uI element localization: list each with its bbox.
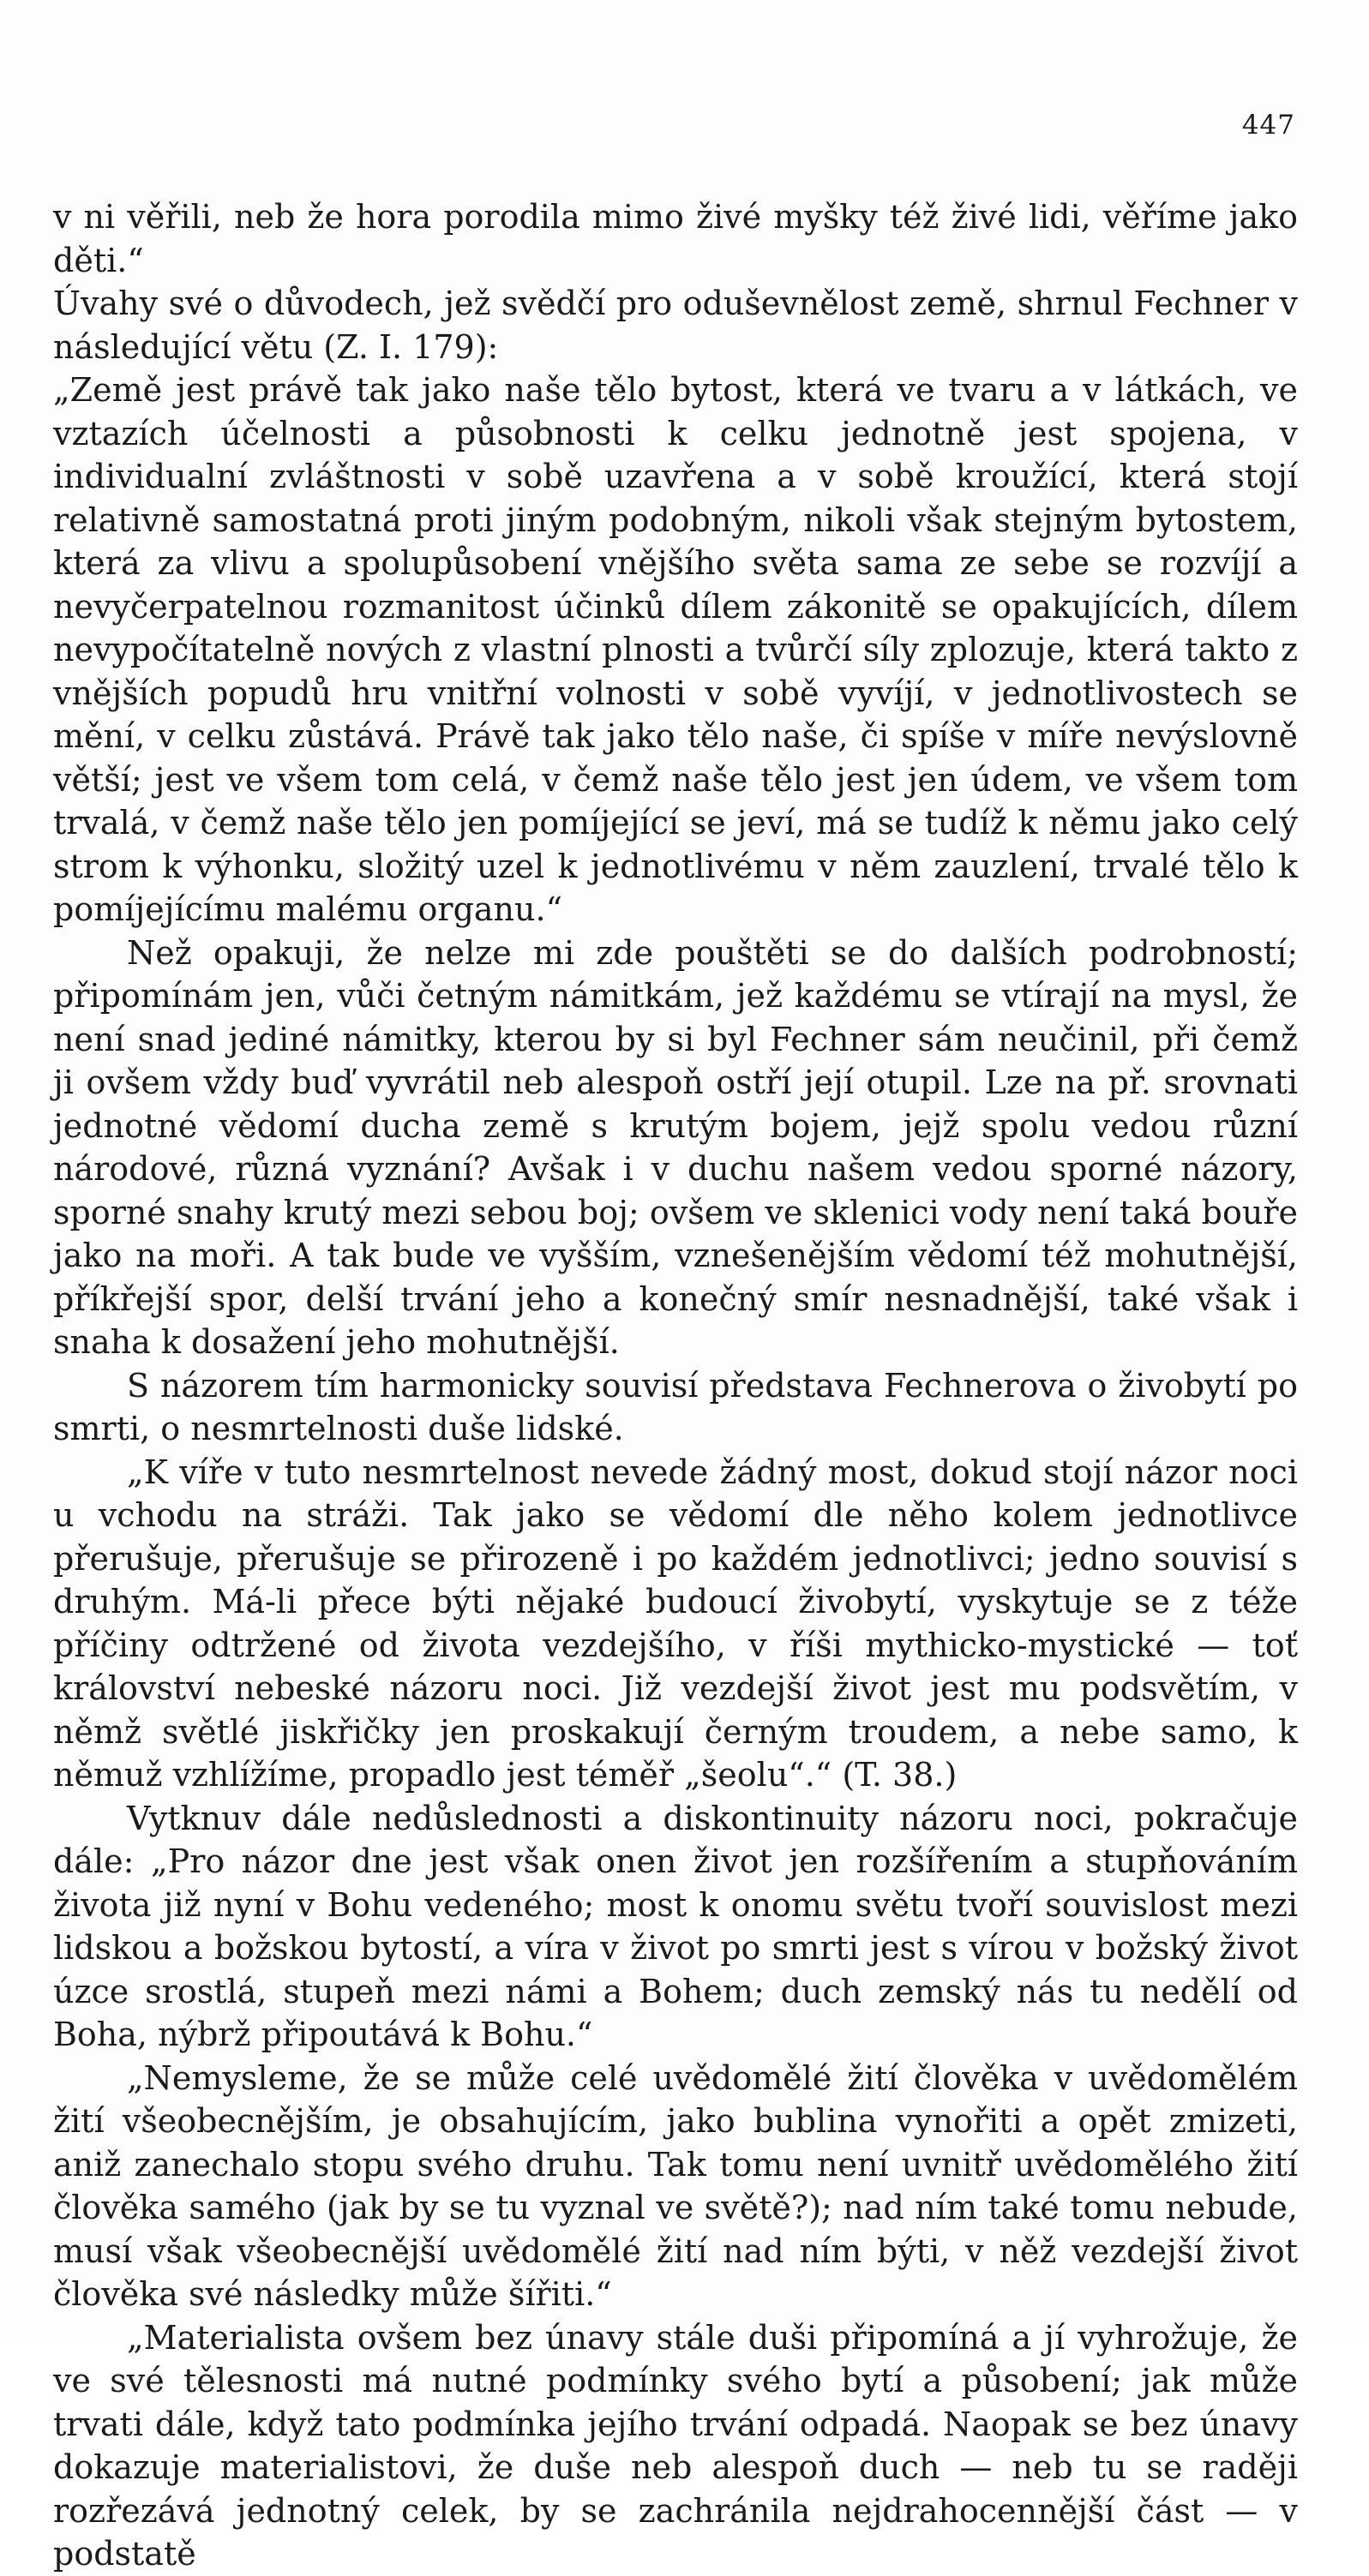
paragraph: S názorem tím harmonicky souvisí představa Fechnerova o živobytí po smrti, o nesmrtelnosti duše lidské. (53, 1366, 1298, 1447)
paragraph: „K víře v tuto nesmrtelnost nevede žádný most, dokud stojí názor noci u vchodu na stráži. Tak jako se vědomí dle něho kolem jednotlivce přerušuje, přerušuje se přirozeně i po každém jednotlivci; jedno souvisí s druhým. Má-li přece býti nějaké budoucí živobytí, vyskytuje se z téže příčiny odtržené od života vezdejšího, v říši mythicko-mystické — toť království nebeské názoru noci. Již vezdejší život jest mu podsvětím, v němž světlé jiskřičky jen proskakují černým troudem, a nebe samo, k němuž vzhlížíme, propadlo jest téměř „šeolu“.“ (T. 38.) (53, 1453, 1298, 1794)
paragraph: „Materialista ovšem bez únavy stále duši připomíná a jí vyhrožuje, že ve své tělesnosti má nutné podmínky svého bytí a působení; jak může trvati dále, když tato podmínka jejího trvání odpadá. Naopak se bez únavy dokazuje materialistovi, že duše neb alespoň duch — neb tu se raději rozřezává jednotný celek, by se zachránila nejdrahocennější část — v podstatě (53, 2318, 1298, 2573)
page-number: 447 (1241, 110, 1295, 141)
paragraph: Než opakuji, že nelze mi zde pouštěti se do dalších podrobností; připomínám jen, vůči četným námitkám, jež každému se vtírají na mysl, že není snad jediné námitky, kterou by si byl Fechner sám neučinil, při čemž ji ovšem vždy buď vyvrátil neb alespoň ostří její otupil. Lze na př. srovnati jednotné vědomí ducha země s krutým bojem, jejž spolu vedou různí národové, různá vyznání? Avšak i v duchu našem vedou sporné názory, sporné snahy krutý mezi sebou boj; ovšem ve sklenici vody není taká bouře jako na moři. A tak bude ve vyšším, vznešenějším vědomí též mohutnější, příkřejší spor, delší trvání jeho a konečný smír nesnadnější, také však i snaha k dosažení jeho mohutnější. (53, 933, 1298, 1361)
paragraph: Vytknuv dále nedůslednosti a diskontinuity názoru noci, pokračuje dále: „Pro názor dne jest však onen život jen rozšířením a stupňováním života již nyní v Bohu vedeného; most k onomu světu tvoří souvislost mezi lidskou a božskou bytostí, a víra v život po smrti jest s vírou v božský život úzce srostlá, stupeň mezi námi a Bohem; duch zemský nás tu nedělí od Boha, nýbrž připoutává k Bohu.“ (53, 1799, 1298, 2053)
paragraph: „Nemysleme, že se může celé uvědomělé žití člověka v uvědomělém žití všeobecnějším, je obsahujícím, jako bublina vynořiti a opět zmizeti, aniž zanechalo stopu svého druhu. Tak tomu není uvnitř uvědomělého žití člověka samého (jak by se tu vyznal ve světě?); nad ním také tomu nebude, musí však všeobecnější uvědomělé žití nad ním býti, v něž vezdejší život člověka své následky může šířiti.“ (53, 2058, 1298, 2313)
paragraph: „Země jest právě tak jako naše tělo bytost, která ve tvaru a v látkách, ve vztazích účelnosti a působnosti k celku jednotně jest spojena, v individualní zvláštnosti v sobě uzavřena a v sobě kroužící, která stojí relativně samostatná proti jiným podobným, nikoli však stejným bytostem, která za vlivu a spolupůsobení vnějšího světa sama ze sebe se rozvíjí a nevyčerpatelnou rozmanitost účinků dílem zákonitě se opakujících, dílem nevypočítatelně nových z vlastní plnosti a tvůrčí síly zplozuje, která takto z vnějších popudů hru vnitřní volnosti v sobě vyvíjí, v jednotlivostech se mění, v celku zůstává. Právě tak jako tělo naše, či spíše v míře nevýslovně větší; jest ve všem tom celá, v čemž naše tělo jest jen údem, ve všem tom trvalá, v čemž naše tělo jen pomíjející se jeví, má se tudíž k němu jako celý strom k výhonku, složitý uzel k jednotlivému v něm zauzlení, trvalé tělo k pomíjejícímu malému organu.“ (53, 371, 1298, 928)
paragraph: Úvahy své o důvodech, jež svědčí pro oduševnělost země, shrnul Fechner v následující větu (Z. I. 179): (53, 285, 1298, 366)
body-text (53, 195, 1298, 2576)
paragraph: v ni věřili, neb že hora porodila mimo živé myšky též živé lidi, věříme jako děti.“ (53, 198, 1298, 279)
